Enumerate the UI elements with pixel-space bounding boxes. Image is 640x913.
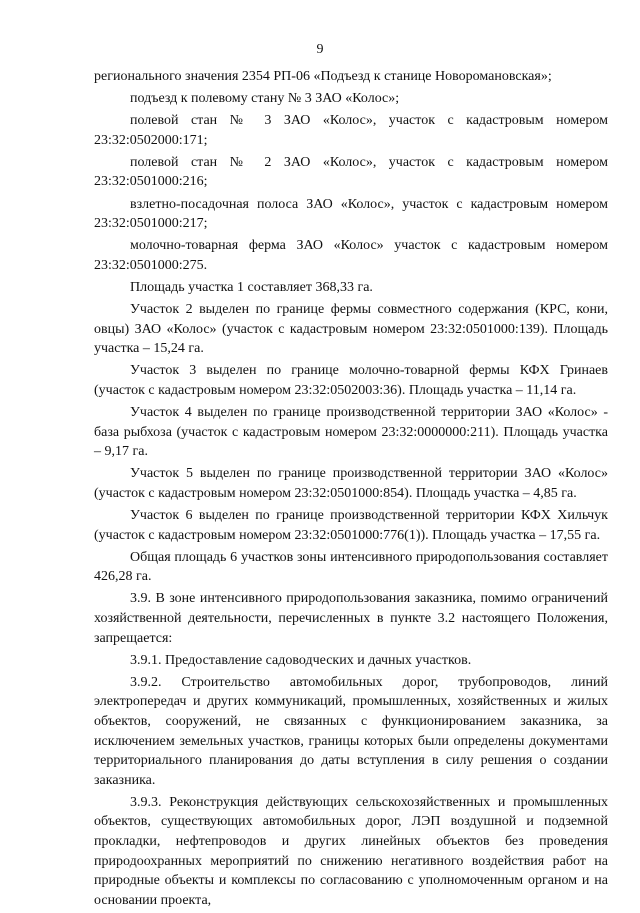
paragraph: 3.9.1. Предоставление садоводческих и дачных участков. <box>130 652 472 668</box>
paragraph: 3.9.2. Строительство автомобильных дорог, трубопроводов, линий электропередач и других коммуникаций, промышленных, хозяйственных и жилых объектов, сооружений, не связанных с функционированием заказника, за исключением земельных участков, границы которых были определены документами территориального планирования до даты вступления в силу решения о создании заказника. <box>94 674 608 788</box>
paragraph: 3.9.3. Реконструкция действующих сельскохозяйственных и промышленных объектов, существующих автомобильных дорог, ЛЭП воздушной и подземной прокладки, нефтепроводов и других линейных объектов без проведения природоохранных мероприятий по снижению негативного воздействия работ на природные объекты и комплексы по согласованию с уполномоченным органом и на основании проекта, <box>94 794 608 908</box>
paragraph: полевой стан № 3 ЗАО «Колос», участок с кадастровым номером 23:32:0502000:171; <box>94 113 608 148</box>
page-number: 9 <box>316 42 324 57</box>
paragraph: Площадь участка 1 составляет 368,33 га. <box>130 279 373 295</box>
paragraph: Общая площадь 6 участков зоны интенсивного природопользования составляет 426,28 га. <box>94 549 608 585</box>
paragraph: Участок 5 выделен по границе производственной территории ЗАО «Колос» (участок с кадастровым номером 23:32:0501000:854). Площадь участка – 4,85 га. <box>94 466 608 501</box>
paragraph: взлетно-посадочная полоса ЗАО «Колос», участок с кадастровым номером 23:32:0501000:217; <box>94 196 608 232</box>
paragraph: подъезд к полевому стану № 3 ЗАО «Колос»; <box>130 91 400 107</box>
paragraph: полевой стан № 2 ЗАО «Колос», участок с кадастровым номером 23:32:0501000:216; <box>94 154 608 190</box>
paragraph: регионального значения 2354 РП-06 «Подъезд к станице Новоромановская»; <box>94 69 552 84</box>
paragraph: Участок 6 выделен по границе производственной территории КФХ Хильчук (участок с кадастровым номером 23:32:0501000:776(1)). Площадь участка – 17,55 га. <box>94 507 608 543</box>
paragraph: 3.9. В зоне интенсивного природопользования заказника, помимо ограничений хозяйственной деятельности, перечисленных в пункте 3.2 настоящего Положения, запрещается: <box>94 591 608 646</box>
paragraph: молочно-товарная ферма ЗАО «Колос» участок с кадастровым номером 23:32:0501000:275. <box>94 238 608 273</box>
paragraph: Участок 4 выделен по границе производственной территории ЗАО «Колос» - база рыбхоза (участок с кадастровым номером 23:32:0000000:211). Площадь участка – 9,17 га. <box>94 405 608 460</box>
document-body <box>94 67 608 913</box>
paragraph: Участок 3 выделен по границе молочно-товарной фермы КФХ Гринаев (участок с кадастровым номером 23:32:0502003:36). Площадь участка – 11,14 га. <box>94 363 608 398</box>
paragraph: Участок 2 выделен по границе фермы совместного содержания (КРС, кони, овцы) ЗАО «Колос» (участок с кадастровым номером 23:32:0501000:139). Площадь участка – 15,24 га. <box>94 302 608 357</box>
